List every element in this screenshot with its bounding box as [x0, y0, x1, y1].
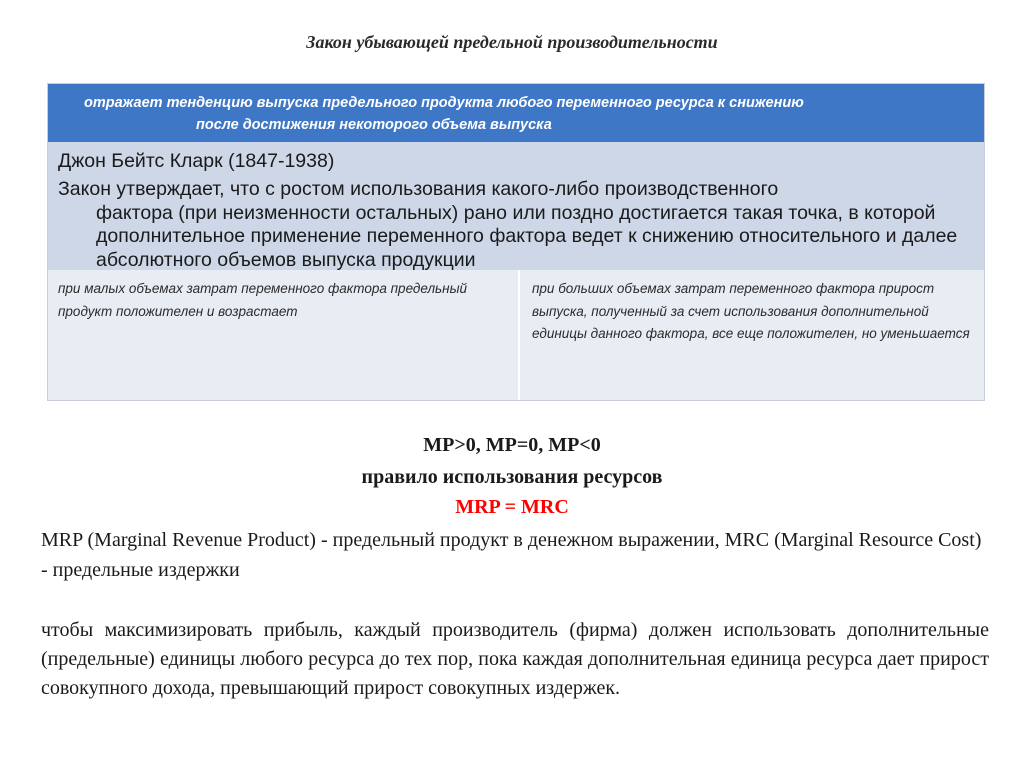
law-statement-first-line: Закон утверждает, что с ростом использования какого-либо производственного	[58, 178, 779, 200]
header-text-line2: после достижения некоторого объема выпуска	[196, 117, 552, 133]
cell-large-input: при больших объемах затрат переменного фактора прирост выпуска, полученный за счет использования дополнительной единицы данного фактора, все еще положителен, но уменьшается	[518, 270, 984, 400]
mrp-mrc-formula: MRP = MRC	[455, 496, 569, 518]
header-text-line1: отражает тенденцию выпуска предельного продукта любого переменного ресурса к снижению	[84, 95, 804, 111]
cell-small-input: при малых объемах затрат переменного фактора предельный продукт положителен и возрастает	[58, 281, 468, 319]
table-header-row	[48, 84, 984, 142]
mrp-mrc-definition: MRP (Marginal Revenue Product) - предельный продукт в денежном выражении, MRC (Marginal Resource Cost) - предельные издержки	[41, 529, 982, 581]
profit-max-paragraph: чтобы максимизировать прибыль, каждый производитель (фирма) должен использовать дополнительные (предельные) единицы любого ресурса до тех пор, пока каждая дополнительная единица ресурса дает прирост совокупного дохода, превышающий прирост совокупных издержек.	[41, 619, 989, 699]
law-statement-rest: фактора (при неизменности остальных) рано или поздно достигается такая точка, в которой дополнительное применение переменного фактора ведет к снижению относительного и далее абсолютного объемов выпуска продукции	[96, 201, 958, 271]
table-bottom-row	[48, 270, 984, 400]
slide-title: Закон убывающей предельной производительности	[306, 32, 718, 52]
law-statement	[58, 178, 978, 272]
mp-conditions: MP>0, MP=0, MP<0	[423, 434, 601, 456]
definition-table	[47, 83, 985, 401]
author-name: Джон Бейтс Кларк (1847-1938)	[58, 150, 335, 172]
resource-rule-label: правило использования ресурсов	[361, 466, 663, 488]
